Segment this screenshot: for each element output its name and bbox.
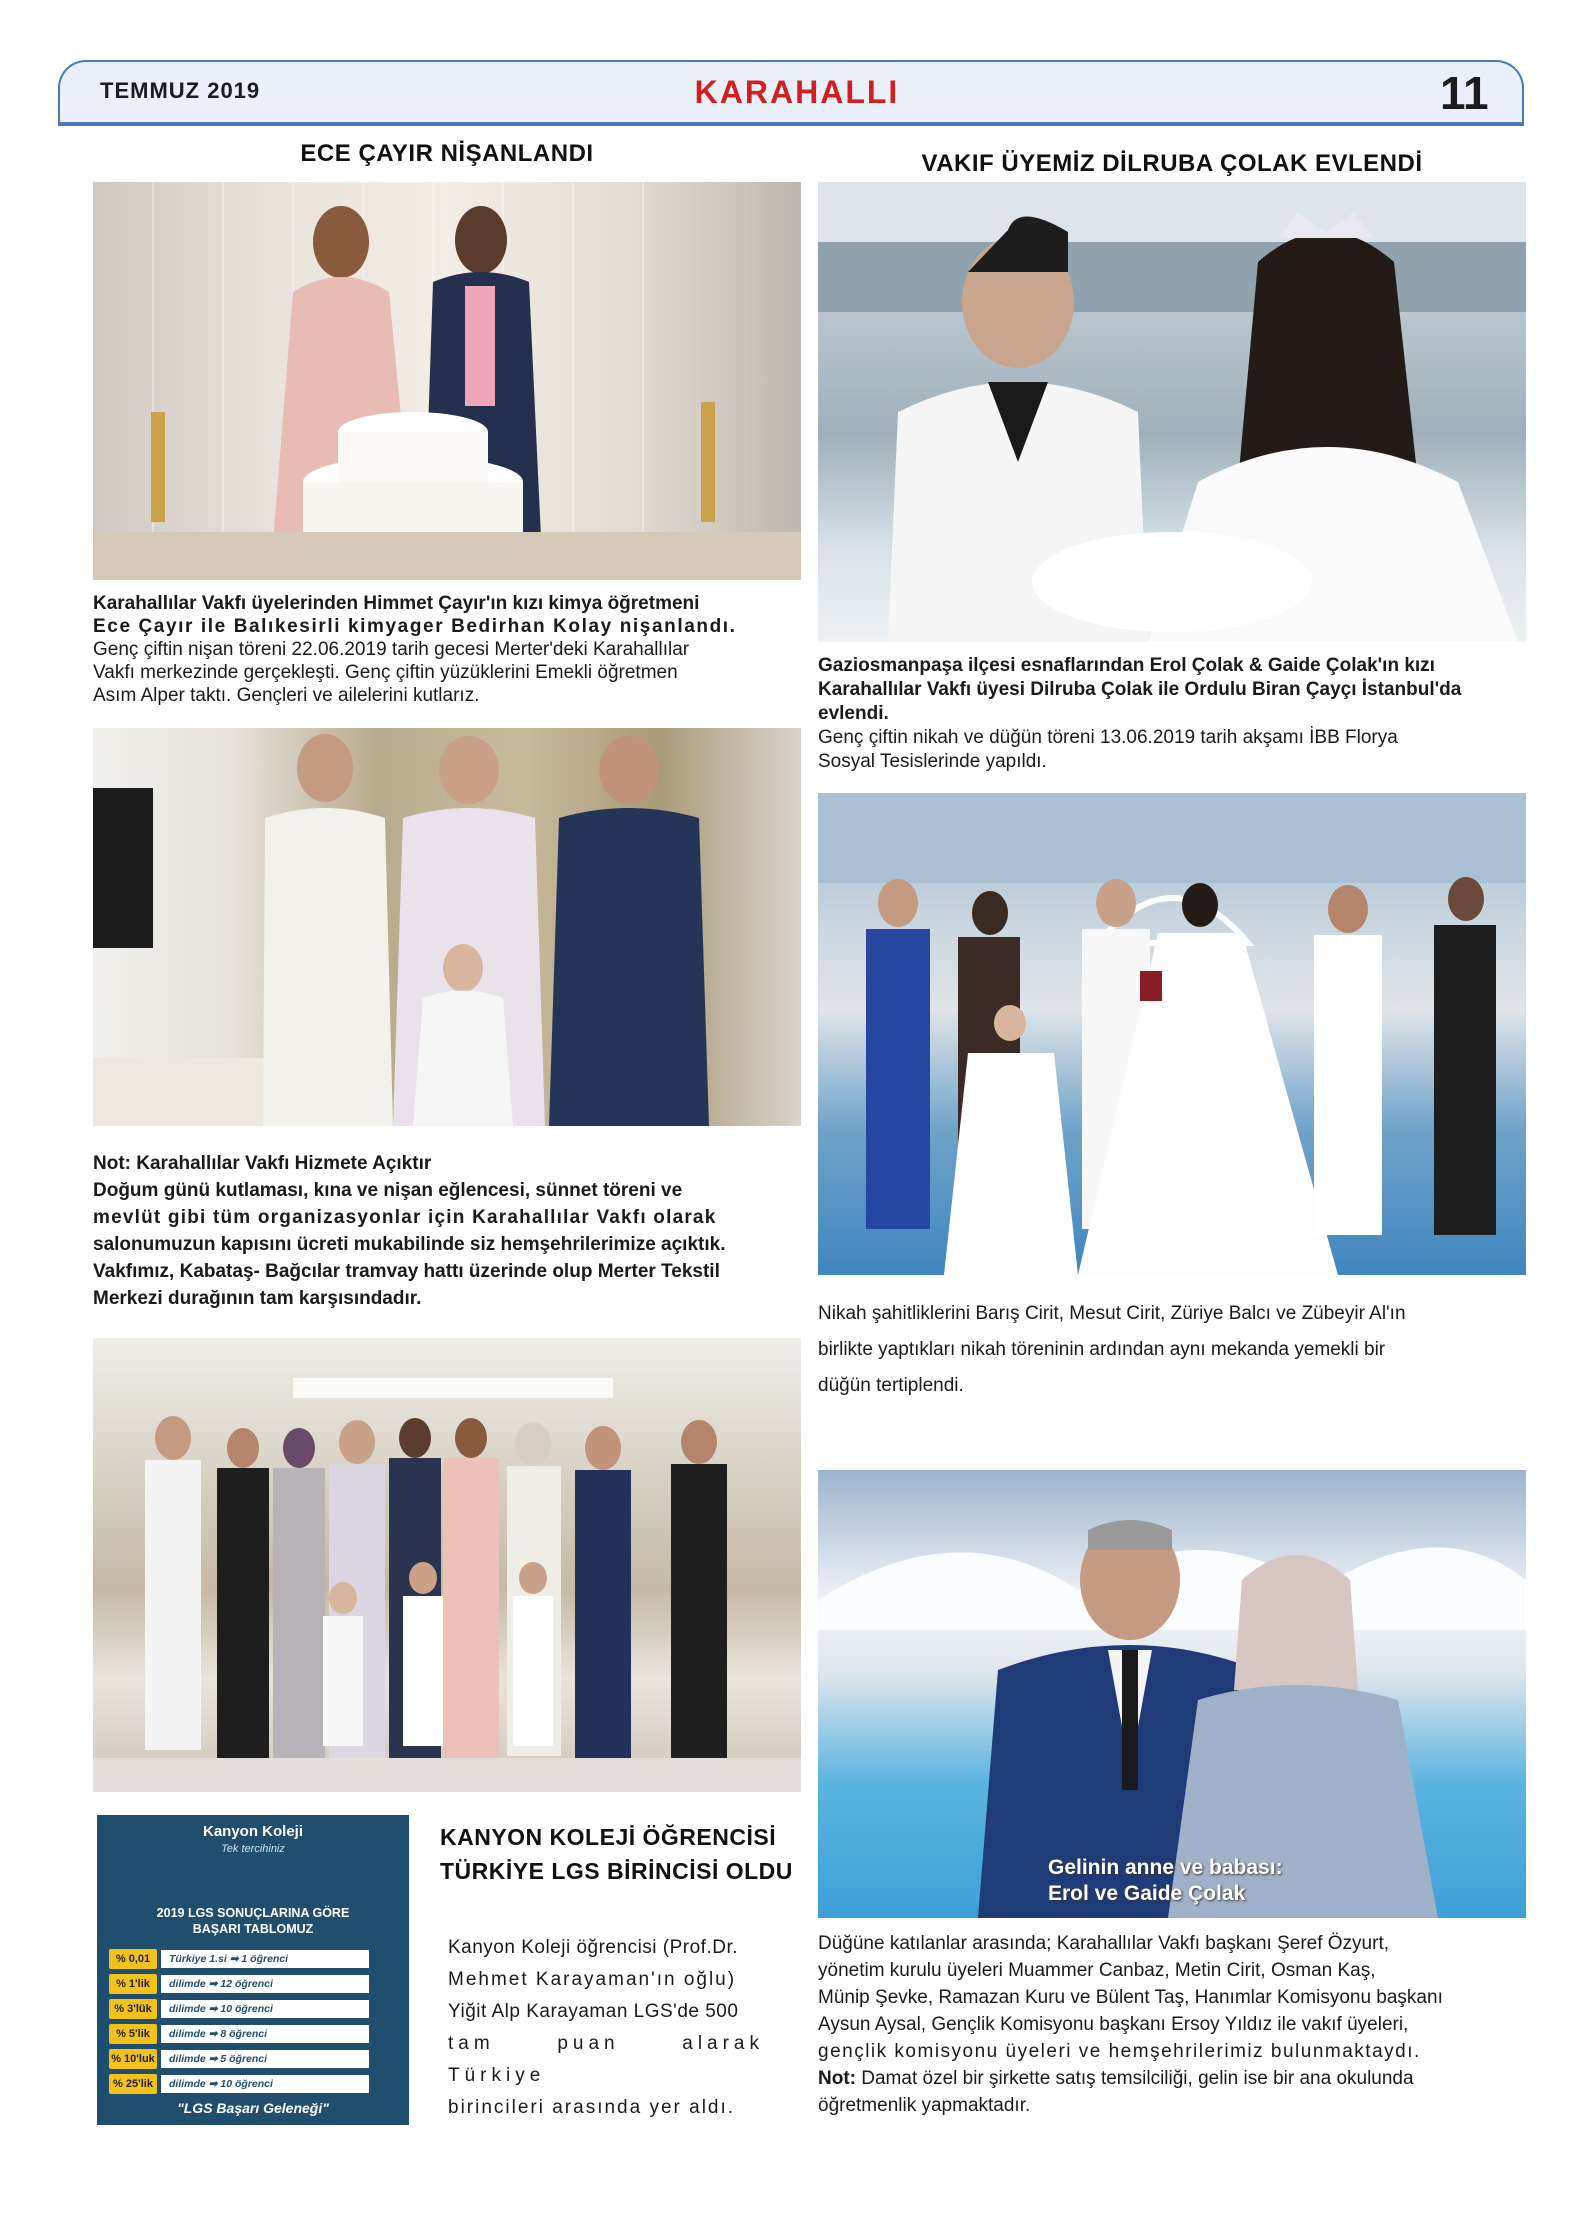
poster-row [109,2074,409,2096]
right-headline: VAKIF ÜYEMİZ DİLRUBA ÇOLAK EVLENDİ [921,150,1423,177]
poster-row-key: % 5'lik [109,2024,157,2044]
attendees-paragraph [818,1930,1526,2119]
parents-photo-caption [1048,1855,1283,1907]
intro-line: Karahallılar Vakfı üyesi Dilruba Çolak ile Ordulu Biran Çayçı İstanbul'da [818,679,1462,700]
witness-paragraph [818,1296,1526,1404]
wedding-group-photo [818,793,1526,1275]
kanyon-article [448,1932,764,2124]
poster-row-key: % 10'luk [109,2049,157,2069]
poster-row [109,2024,409,2046]
poster-row-value: dilimde ➡ 10 öğrenci [161,2075,369,2093]
article-line: Ece Çayır ile Balıkesirli kimyager Bedirhan Kolay nişanlandı. [93,616,737,637]
engagement-photo [93,182,801,580]
poster-footer: "LGS Başarı Geleneği" [177,2100,329,2116]
kanyon-results-poster [97,1815,409,2125]
kanyon-article-line: birincileri arasında yer aldı. [448,2097,736,2118]
issue-date: TEMMUZ 2019 [100,78,261,103]
kanyon-headline-line: TÜRKİYE LGS BİRİNCİSİ OLDU [440,1858,793,1884]
foundation-note [93,1150,801,1312]
newspaper-title: KARAHALLI [694,74,900,110]
kanyon-article-line: tam puan alarak Türkiye [448,2033,764,2086]
article-line: Vakfı merkezinde gerçekleşti. Genç çiftin yüzüklerini Emekli öğretmen [93,662,678,683]
intro-line: Gaziosmanpaşa ilçesi esnaflarından Erol Çolak & Gaide Çolak'ın kızı [818,655,1435,676]
note-line: Doğum günü kutlaması, kına ve nişan eğlencesi, sünnet töreni ve [93,1180,683,1201]
witness-line: düğün tertiplendi. [818,1375,964,1396]
attendees-line: gençlik komisyonu üyeleri ve hemşehrilerimiz bulunmaktaydı. [818,2041,1421,2062]
poster-row [109,1974,409,1996]
note-title: Not: Karahallılar Vakfı Hizmete Açıktır [93,1153,432,1174]
family-group-photo [93,1338,801,1792]
bride-groom-photo [818,182,1526,642]
note-line: Merkezi durağının tam karşısındadır. [93,1288,422,1309]
bride-parents-illustration [818,1470,1526,1918]
poster-row-value: dilimde ➡ 8 öğrenci [161,2025,369,2043]
poster-row-value: dilimde ➡ 10 öğrenci [161,2000,369,2018]
poster-row-value: dilimde ➡ 5 öğrenci [161,2050,369,2068]
left-headline: ECE ÇAYIR NİŞANLANDI [300,140,594,167]
bride-parents-photo [818,1470,1526,1918]
poster-row-value: Türkiye 1.si ➡ 1 öğrenci [161,1950,369,1968]
kanyon-headline-line: KANYON KOLEJİ ÖĞRENCİSİ [440,1824,777,1850]
foundation-speech-photo [93,728,801,1126]
wedding-group-illustration [818,793,1526,1275]
poster-heading-1: 2019 LGS SONUÇLARINA GÖRE [156,1906,350,1920]
wedding-intro [818,654,1526,774]
poster-row-key: % 1'lik [109,1974,157,1994]
ceremony-line: Sosyal Tesislerinde yapıldı. [818,751,1047,772]
bride-groom-illustration [818,182,1526,642]
poster-row [109,1999,409,2021]
kanyon-article-line: Kanyon Koleji öğrencisi (Prof.Dr. [448,1937,739,1958]
poster-slogan: Tek tercihiniz [221,1843,285,1855]
speech-photo-illustration [93,728,801,1126]
note-line: mevlüt gibi tüm organizasyonlar için Karahallılar Vakfı olarak [93,1207,717,1228]
kanyon-article-line: Yiğit Alp Karayaman LGS'de 500 [448,2001,739,2022]
note-line: salonumuzun kapısını ücreti mukabilinde siz hemşehrilerimize açıktık. [93,1234,726,1255]
final-note-line: öğretmenlik yapmaktadır. [818,2095,1031,2116]
article-line: Karahallılar Vakfı üyelerinden Himmet Çayır'ın kızı kimya öğretmeni [93,593,700,614]
poster-row [109,2049,409,2071]
attendees-line: Düğüne katılanlar arasında; Karahallılar Vakfı başkanı Şeref Özyurt, [818,1933,1390,1954]
caption-line: Gelinin anne ve babası: [1048,1856,1283,1879]
engagement-article [93,592,801,707]
poster-row-value: dilimde ➡ 12 öğrenci [161,1975,369,1993]
final-note-line [818,2065,1526,2092]
final-note-label: Not: [818,2068,856,2089]
engagement-photo-illustration [93,182,801,580]
group-photo-illustration [93,1338,801,1792]
kanyon-article-line: Mehmet Karayaman'ın oğlu) [448,1969,737,1990]
caption-line: Erol ve Gaide Çolak [1048,1882,1246,1905]
page-number: 11 [1440,67,1489,119]
note-line: Vakfımız, Kabataş- Bağcılar tramvay hattı üzerinde olup Merter Tekstil [93,1261,720,1282]
poster-logo-text: Kanyon Koleji [202,1823,303,1840]
kanyon-headline [440,1820,793,1888]
poster-row-key: % 25'lik [109,2074,157,2094]
attendees-line: Aysun Aysal, Gençlik Komisyonu başkanı Ersoy Yıldız ile vakıf üyeleri, [818,2014,1409,2035]
intro-line: evlendi. [818,703,889,724]
attendees-line: yönetim kurulu üyeleri Muammer Canbaz, Metin Cirit, Osman Kaş, [818,1960,1376,1981]
article-line: Genç çiftin nişan töreni 22.06.2019 tarih gecesi Merter'deki Karahallılar [93,639,690,660]
article-line: Asım Alper taktı. Gençleri ve ailelerini kutlarız. [93,685,480,706]
poster-row-key: % 3'lük [109,1999,157,2019]
attendees-line: Münip Şevke, Ramazan Kuru ve Bülent Taş, Hanımlar Komisyonu başkanı [818,1987,1443,2008]
poster-row [109,1949,409,1971]
witness-line: Nikah şahitliklerini Barış Cirit, Mesut Cirit, Züriye Balcı ve Zübeyir Al'ın [818,1303,1406,1324]
witness-line: birlikte yaptıkları nikah töreninin ardından aynı mekanda yemekli bir [818,1339,1386,1360]
poster-heading-2: BAŞARI TABLOMUZ [192,1922,314,1936]
ceremony-line: Genç çiftin nikah ve düğün töreni 13.06.2019 tarih akşamı İBB Florya [818,727,1398,748]
poster-row-key: % 0,01 [109,1949,157,1969]
final-note-text: Damat özel bir şirkette satış temsilciliği, gelin ise bir ana okulunda [855,2068,1414,2089]
